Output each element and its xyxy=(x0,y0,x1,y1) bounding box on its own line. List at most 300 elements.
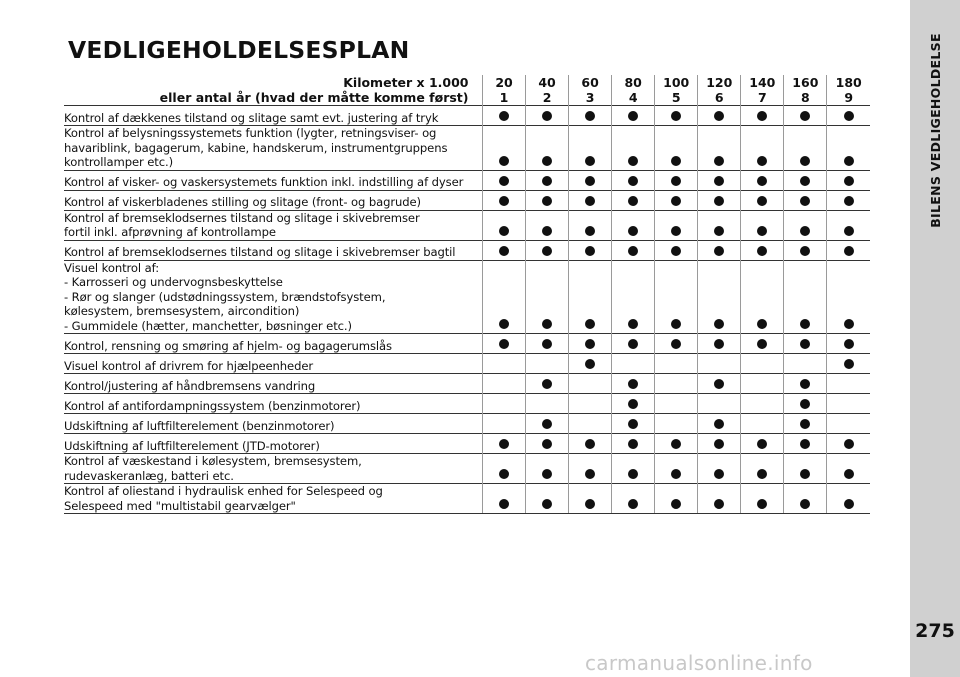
service-dot-icon xyxy=(714,439,724,449)
interval-cell xyxy=(741,434,784,454)
table-row xyxy=(64,484,870,514)
interval-cell xyxy=(827,434,870,454)
header-interval-100 xyxy=(655,75,698,106)
interval-cell xyxy=(483,190,526,210)
service-dot-icon xyxy=(542,111,552,121)
header-interval-60 xyxy=(569,75,612,106)
task-description: Kontrol af antifordampningssystem (benzinmotorer) xyxy=(64,394,477,414)
service-dot-icon xyxy=(585,439,595,449)
service-dot-icon xyxy=(585,246,595,256)
service-dot-icon xyxy=(542,469,552,479)
service-dot-icon xyxy=(628,176,638,186)
interval-cell xyxy=(827,170,870,190)
service-dot-icon xyxy=(800,419,810,429)
interval-cell xyxy=(526,240,569,260)
interval-years: 9 xyxy=(844,90,854,105)
interval-cell xyxy=(698,484,741,514)
interval-cell xyxy=(483,210,526,240)
interval-km: 160 xyxy=(792,75,819,90)
service-dot-icon xyxy=(671,196,681,206)
service-dot-icon xyxy=(800,226,810,236)
table-row xyxy=(64,260,870,334)
interval-cell xyxy=(698,354,741,374)
interval-cell xyxy=(784,394,827,414)
service-dot-icon xyxy=(714,319,724,329)
interval-cell xyxy=(612,414,655,434)
interval-cell xyxy=(569,170,612,190)
interval-cell xyxy=(827,374,870,394)
service-dot-icon xyxy=(714,176,724,186)
service-dot-icon xyxy=(757,226,767,236)
service-dot-icon xyxy=(628,226,638,236)
interval-cell xyxy=(827,334,870,354)
header-interval-20 xyxy=(483,75,526,106)
interval-cell xyxy=(827,260,870,334)
table-row xyxy=(64,374,870,394)
service-dot-icon xyxy=(757,196,767,206)
table-row xyxy=(64,394,870,414)
interval-cell xyxy=(784,374,827,394)
interval-cell xyxy=(784,210,827,240)
service-dot-icon xyxy=(844,246,854,256)
interval-cell xyxy=(698,260,741,334)
service-dot-icon xyxy=(714,499,724,509)
interval-cell xyxy=(569,210,612,240)
service-dot-icon xyxy=(671,439,681,449)
interval-cell xyxy=(655,454,698,484)
interval-cell xyxy=(698,106,741,126)
service-dot-icon xyxy=(542,226,552,236)
service-dot-icon xyxy=(800,246,810,256)
service-dot-icon xyxy=(714,226,724,236)
interval-cell xyxy=(655,334,698,354)
interval-cell xyxy=(526,190,569,210)
task-description: Kontrol af dækkenes tilstand og slitage samt evt. justering af tryk xyxy=(64,106,477,126)
interval-cell xyxy=(698,434,741,454)
interval-cell xyxy=(526,454,569,484)
service-dot-icon xyxy=(628,439,638,449)
interval-cell xyxy=(784,484,827,514)
page-number: 275 xyxy=(915,620,955,642)
interval-cell xyxy=(526,414,569,434)
header-interval-140 xyxy=(741,75,784,106)
service-dot-icon xyxy=(499,111,509,121)
task-description: Visuel kontrol af drivrem for hjælpeenheder xyxy=(64,354,477,374)
header-km-label: Kilometer x 1.000 xyxy=(343,75,469,90)
interval-cell xyxy=(526,394,569,414)
interval-cell xyxy=(784,454,827,484)
interval-cell xyxy=(827,394,870,414)
interval-cell xyxy=(612,394,655,414)
service-dot-icon xyxy=(800,319,810,329)
interval-cell xyxy=(612,190,655,210)
service-dot-icon xyxy=(714,156,724,166)
interval-cell xyxy=(612,106,655,126)
service-dot-icon xyxy=(499,439,509,449)
task-description: Kontrol af bremseklodsernes tilstand og slitage i skivebremser fortil inkl. afprøvning af kontrollampe xyxy=(64,210,477,240)
interval-cell xyxy=(698,334,741,354)
service-dot-icon xyxy=(585,156,595,166)
interval-years: 6 xyxy=(714,90,724,105)
task-description: Kontrol af bremseklodsernes tilstand og slitage i skivebremser bagtil xyxy=(64,240,477,260)
interval-cell xyxy=(827,454,870,484)
service-dot-icon xyxy=(757,176,767,186)
interval-cell xyxy=(526,334,569,354)
interval-cell xyxy=(526,170,569,190)
interval-cell xyxy=(483,260,526,334)
interval-cell xyxy=(569,454,612,484)
interval-cell xyxy=(655,374,698,394)
table-row xyxy=(64,170,870,190)
service-dot-icon xyxy=(585,499,595,509)
interval-years: 2 xyxy=(542,90,552,105)
service-dot-icon xyxy=(499,319,509,329)
interval-cell xyxy=(655,434,698,454)
service-dot-icon xyxy=(628,246,638,256)
interval-cell xyxy=(741,240,784,260)
service-dot-icon xyxy=(714,246,724,256)
task-description: Udskiftning af luftfilterelement (JTD-motorer) xyxy=(64,434,477,454)
interval-cell xyxy=(483,106,526,126)
service-dot-icon xyxy=(499,469,509,479)
interval-cell xyxy=(698,210,741,240)
interval-km: 120 xyxy=(706,75,733,90)
interval-cell xyxy=(741,260,784,334)
chapter-label xyxy=(910,0,960,260)
interval-cell xyxy=(655,260,698,334)
interval-cell xyxy=(483,126,526,171)
interval-cell xyxy=(698,170,741,190)
interval-cell xyxy=(655,354,698,374)
interval-cell xyxy=(784,334,827,354)
interval-cell xyxy=(569,240,612,260)
interval-cell xyxy=(483,334,526,354)
service-dot-icon xyxy=(628,319,638,329)
service-dot-icon xyxy=(585,226,595,236)
watermark: carmanualsonline.info xyxy=(585,651,813,675)
service-dot-icon xyxy=(542,319,552,329)
service-dot-icon xyxy=(542,196,552,206)
service-dot-icon xyxy=(714,469,724,479)
header-interval-label xyxy=(64,75,477,106)
interval-cell xyxy=(741,394,784,414)
service-dot-icon xyxy=(542,379,552,389)
service-dot-icon xyxy=(671,226,681,236)
service-dot-icon xyxy=(628,111,638,121)
interval-cell xyxy=(569,414,612,434)
interval-cell xyxy=(612,210,655,240)
service-dot-icon xyxy=(585,319,595,329)
interval-years: 3 xyxy=(585,90,595,105)
service-dot-icon xyxy=(844,499,854,509)
interval-years: 7 xyxy=(757,90,767,105)
interval-cell xyxy=(698,394,741,414)
interval-cell xyxy=(784,170,827,190)
interval-cell xyxy=(569,106,612,126)
service-dot-icon xyxy=(585,469,595,479)
interval-cell xyxy=(526,106,569,126)
interval-cell xyxy=(612,126,655,171)
table-row xyxy=(64,240,870,260)
interval-cell xyxy=(784,190,827,210)
table-row xyxy=(64,210,870,240)
interval-years: 8 xyxy=(801,90,810,105)
interval-cell xyxy=(827,190,870,210)
service-dot-icon xyxy=(844,319,854,329)
task-description: Kontrol af belysningssystemets funktion (lygter, retningsviser- og havariblink, bagagerum, kabine, handskerum, instrumentgruppens kontrollamper etc.) xyxy=(64,126,477,171)
interval-km: 100 xyxy=(663,75,690,90)
service-dot-icon xyxy=(800,469,810,479)
interval-cell xyxy=(827,354,870,374)
interval-cell xyxy=(569,484,612,514)
interval-cell xyxy=(569,126,612,171)
interval-cell xyxy=(784,434,827,454)
interval-cell xyxy=(569,394,612,414)
maintenance-table xyxy=(64,75,870,514)
chapter-label-text: BILENS VEDLIGEHOLDELSE xyxy=(927,32,943,228)
service-dot-icon xyxy=(844,226,854,236)
service-dot-icon xyxy=(671,499,681,509)
service-dot-icon xyxy=(628,419,638,429)
interval-cell xyxy=(698,240,741,260)
interval-cell xyxy=(569,190,612,210)
service-dot-icon xyxy=(671,469,681,479)
service-dot-icon xyxy=(714,339,724,349)
service-dot-icon xyxy=(800,339,810,349)
task-description: Kontrol af væskestand i kølesystem, bremsesystem, rudevaskeranlæg, batteri etc. xyxy=(64,454,477,484)
interval-cell xyxy=(483,454,526,484)
service-dot-icon xyxy=(800,499,810,509)
service-dot-icon xyxy=(542,246,552,256)
service-dot-icon xyxy=(671,246,681,256)
interval-cell xyxy=(741,414,784,434)
table-header xyxy=(64,75,870,106)
service-dot-icon xyxy=(542,419,552,429)
interval-km: 180 xyxy=(835,75,862,90)
service-dot-icon xyxy=(628,379,638,389)
service-dot-icon xyxy=(800,196,810,206)
interval-cell xyxy=(483,434,526,454)
service-dot-icon xyxy=(671,339,681,349)
service-dot-icon xyxy=(499,499,509,509)
interval-cell xyxy=(741,106,784,126)
interval-cell xyxy=(526,126,569,171)
service-dot-icon xyxy=(542,439,552,449)
interval-cell xyxy=(569,374,612,394)
service-dot-icon xyxy=(628,339,638,349)
interval-cell xyxy=(569,334,612,354)
interval-cell xyxy=(698,454,741,484)
header-interval-160 xyxy=(784,75,827,106)
interval-cell xyxy=(741,484,784,514)
interval-cell xyxy=(741,210,784,240)
interval-cell xyxy=(655,414,698,434)
interval-cell xyxy=(741,454,784,484)
service-dot-icon xyxy=(542,176,552,186)
table-body xyxy=(64,106,870,514)
interval-cell xyxy=(483,170,526,190)
service-dot-icon xyxy=(800,156,810,166)
service-dot-icon xyxy=(757,499,767,509)
service-dot-icon xyxy=(499,176,509,186)
interval-km: 20 xyxy=(495,75,513,90)
task-description: Kontrol/justering af håndbremsens vandring xyxy=(64,374,477,394)
interval-cell xyxy=(612,240,655,260)
task-description: Kontrol af oliestand i hydraulisk enhed for Selespeed og Selespeed med "multistabil gearvælger" xyxy=(64,484,477,514)
table-row xyxy=(64,334,870,354)
interval-cell xyxy=(655,126,698,171)
interval-cell xyxy=(655,170,698,190)
task-description: Kontrol, rensning og smøring af hjelm- og bagagerumslås xyxy=(64,334,477,354)
service-dot-icon xyxy=(628,196,638,206)
interval-cell xyxy=(526,484,569,514)
service-dot-icon xyxy=(757,111,767,121)
service-dot-icon xyxy=(499,226,509,236)
interval-cell xyxy=(526,374,569,394)
interval-cell xyxy=(483,354,526,374)
table-row xyxy=(64,106,870,126)
service-dot-icon xyxy=(800,439,810,449)
service-dot-icon xyxy=(714,419,724,429)
interval-cell xyxy=(612,354,655,374)
interval-years: 4 xyxy=(628,90,638,105)
service-dot-icon xyxy=(844,196,854,206)
interval-cell xyxy=(655,106,698,126)
table-row xyxy=(64,354,870,374)
interval-cell xyxy=(569,260,612,334)
header-interval-80 xyxy=(612,75,655,106)
interval-cell xyxy=(612,434,655,454)
service-dot-icon xyxy=(844,339,854,349)
interval-cell xyxy=(698,414,741,434)
service-dot-icon xyxy=(628,156,638,166)
header-interval-120 xyxy=(698,75,741,106)
service-dot-icon xyxy=(671,111,681,121)
interval-cell xyxy=(483,414,526,434)
service-dot-icon xyxy=(585,111,595,121)
service-dot-icon xyxy=(628,399,638,409)
interval-cell xyxy=(827,484,870,514)
service-dot-icon xyxy=(800,176,810,186)
interval-cell xyxy=(483,374,526,394)
task-description: Kontrol af viskerbladenes stilling og slitage (front- og bagrude) xyxy=(64,190,477,210)
service-dot-icon xyxy=(542,499,552,509)
service-dot-icon xyxy=(800,399,810,409)
interval-km: 60 xyxy=(581,75,599,90)
interval-km: 140 xyxy=(749,75,776,90)
service-dot-icon xyxy=(757,246,767,256)
interval-cell xyxy=(741,190,784,210)
service-dot-icon xyxy=(757,439,767,449)
service-dot-icon xyxy=(499,156,509,166)
service-dot-icon xyxy=(844,176,854,186)
interval-cell xyxy=(655,240,698,260)
header-interval-180 xyxy=(827,75,870,106)
interval-cell xyxy=(655,190,698,210)
table-row xyxy=(64,126,870,171)
table-row xyxy=(64,190,870,210)
table-row xyxy=(64,454,870,484)
service-dot-icon xyxy=(844,111,854,121)
interval-cell xyxy=(526,260,569,334)
interval-years: 1 xyxy=(499,90,509,105)
interval-cell xyxy=(698,190,741,210)
interval-cell xyxy=(741,170,784,190)
service-dot-icon xyxy=(800,111,810,121)
interval-cell xyxy=(827,106,870,126)
interval-cell xyxy=(526,210,569,240)
table-row xyxy=(64,414,870,434)
interval-cell xyxy=(698,374,741,394)
interval-cell xyxy=(827,210,870,240)
interval-cell xyxy=(526,434,569,454)
service-dot-icon xyxy=(671,156,681,166)
task-description: Visuel kontrol af: - Karrosseri og undervognsbeskyttelse - Rør og slanger (udstødningssystem, brændstofsystem, kølesystem, bremsesystem, aircondition) - Gummidele (hætter, manchetter, bøsninger etc.) xyxy=(64,260,477,334)
service-dot-icon xyxy=(714,111,724,121)
service-dot-icon xyxy=(499,339,509,349)
interval-cell xyxy=(526,354,569,374)
interval-cell xyxy=(827,414,870,434)
interval-cell xyxy=(612,374,655,394)
interval-cell xyxy=(483,484,526,514)
header-interval-40 xyxy=(526,75,569,106)
interval-cell xyxy=(741,334,784,354)
service-dot-icon xyxy=(542,156,552,166)
interval-cell xyxy=(612,454,655,484)
service-dot-icon xyxy=(499,246,509,256)
interval-cell xyxy=(655,210,698,240)
interval-cell xyxy=(827,126,870,171)
interval-cell xyxy=(698,126,741,171)
service-dot-icon xyxy=(585,359,595,369)
interval-cell xyxy=(483,394,526,414)
interval-km: 40 xyxy=(538,75,556,90)
task-description: Kontrol af visker- og vaskersystemets funktion inkl. indstilling af dyser xyxy=(64,170,477,190)
service-dot-icon xyxy=(671,319,681,329)
service-dot-icon xyxy=(757,156,767,166)
service-dot-icon xyxy=(757,469,767,479)
service-dot-icon xyxy=(542,339,552,349)
interval-km: 80 xyxy=(624,75,642,90)
service-dot-icon xyxy=(844,439,854,449)
header-years-label: eller antal år (hvad der måtte komme først) xyxy=(159,90,469,105)
interval-cell xyxy=(612,334,655,354)
service-dot-icon xyxy=(628,499,638,509)
interval-cell xyxy=(655,484,698,514)
interval-cell xyxy=(784,414,827,434)
interval-cell xyxy=(784,126,827,171)
interval-cell xyxy=(784,354,827,374)
page-title: VEDLIGEHOLDELSESPLAN xyxy=(68,38,410,64)
service-dot-icon xyxy=(844,469,854,479)
service-dot-icon xyxy=(757,339,767,349)
interval-cell xyxy=(784,260,827,334)
service-dot-icon xyxy=(757,319,767,329)
interval-cell xyxy=(741,354,784,374)
interval-cell xyxy=(612,260,655,334)
service-dot-icon xyxy=(628,469,638,479)
task-description: Udskiftning af luftfilterelement (benzinmotorer) xyxy=(64,414,477,434)
service-dot-icon xyxy=(585,339,595,349)
interval-cell xyxy=(569,354,612,374)
interval-cell xyxy=(827,240,870,260)
interval-cell xyxy=(569,434,612,454)
interval-cell xyxy=(741,374,784,394)
interval-cell xyxy=(612,170,655,190)
interval-cell xyxy=(784,240,827,260)
service-dot-icon xyxy=(499,196,509,206)
interval-cell xyxy=(741,126,784,171)
